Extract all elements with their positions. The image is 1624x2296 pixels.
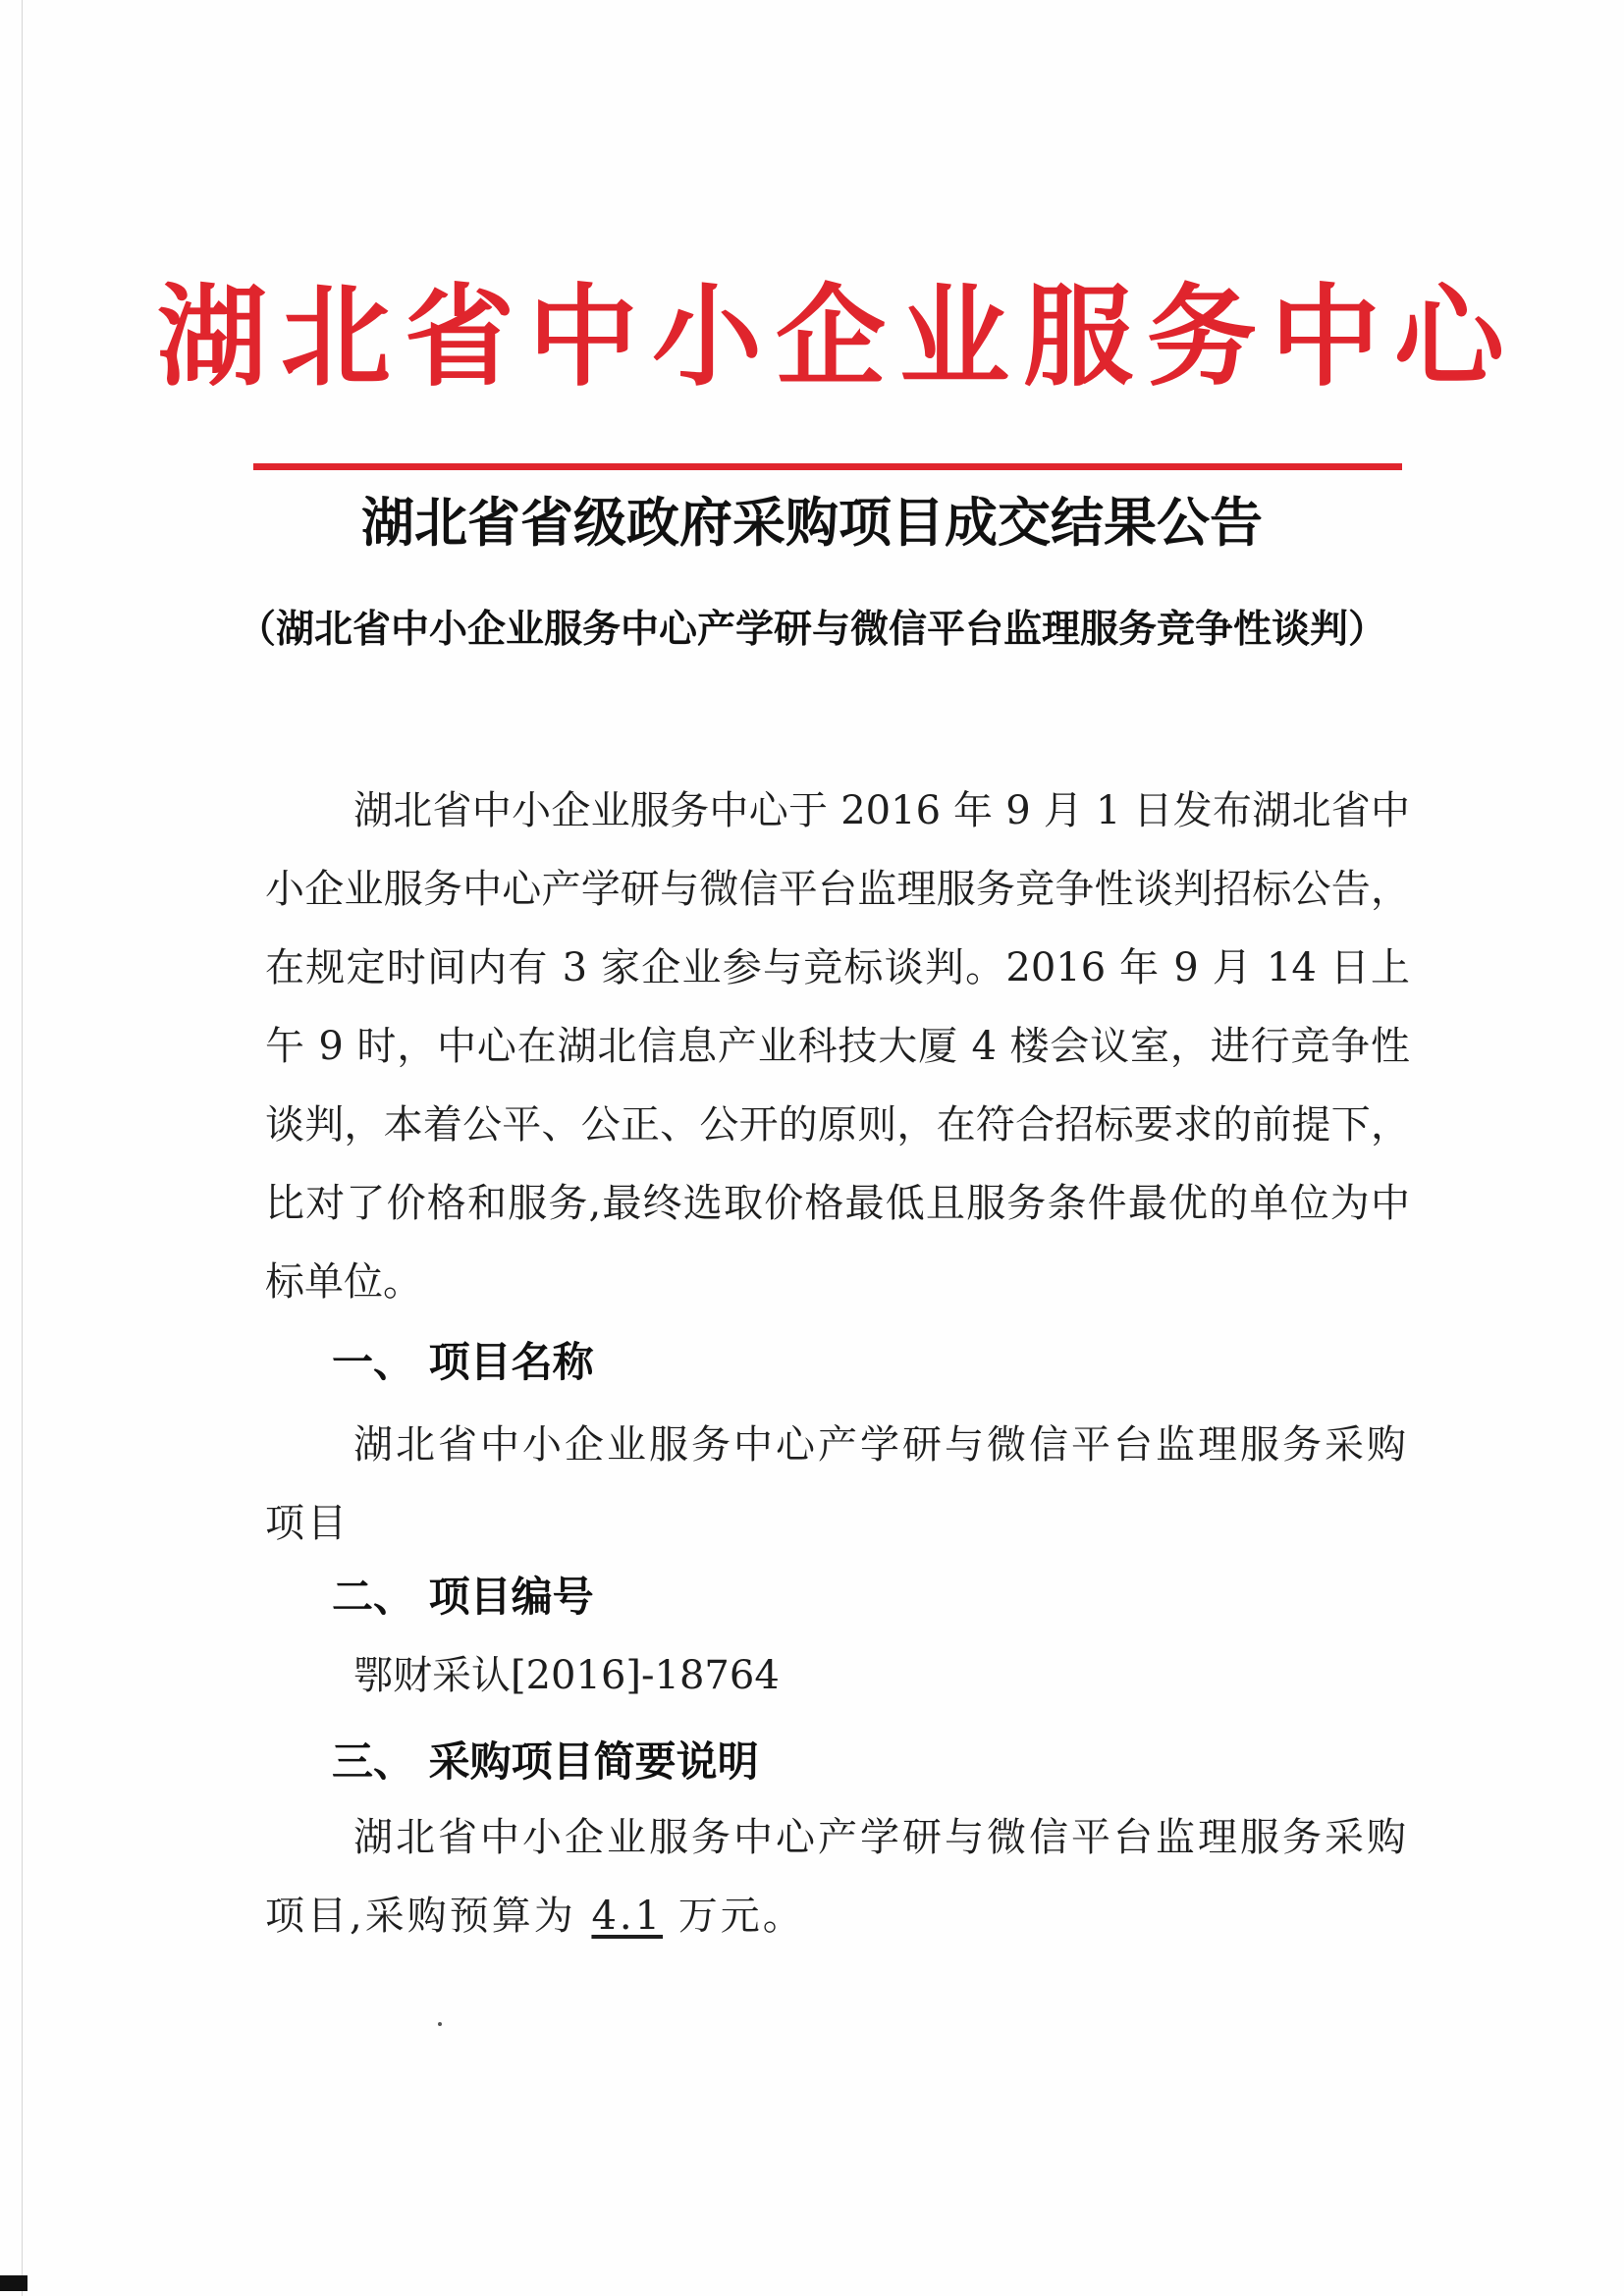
summary-text-before: 湖北省中小企业服务中心产学研与微信平台监理服务采购项目,采购预算为 xyxy=(265,1815,1409,1939)
scan-speck xyxy=(438,2022,442,2026)
section-heading-project-number: 二、 项目编号 xyxy=(332,1573,594,1621)
section-heading-project-summary: 三、 采购项目简要说明 xyxy=(332,1737,759,1786)
project-name-text: 湖北省中小企业服务中心产学研与微信平台监理服务采购项目 xyxy=(265,1422,1409,1546)
letterhead-red-rule xyxy=(253,463,1402,470)
letterhead-organization: 湖北省中小企业服务中心 xyxy=(157,273,1518,401)
project-number-text: 鄂财采认[2016]-18764 xyxy=(353,1653,780,1698)
scan-edge xyxy=(22,0,23,2296)
project-summary-text xyxy=(265,1798,1410,1955)
intro-paragraph: 湖北省中小企业服务中心于 2016 年 9 月 1 日发布湖北省中小企业服务中心产学研与微信平台监理服务竞争性谈判招标公告，在规定时间内有 3 家企业参与竞标谈判。2016 年 9 月 14 日上午 9 时，中心在湖北信息产业科技大厦 4 楼会议室，进行竞争性谈判，本着公平、公正、公开的原则，在符合招标要求的前提下，比对了价格和服务,最终选取价格最低且服务条件最优的单位为中标单位。 xyxy=(265,788,1410,1305)
summary-text-after: 万元。 xyxy=(663,1894,805,1939)
document-title: 湖北省省级政府采购项目成交结果公告 xyxy=(361,491,1263,554)
document-subtitle: （湖北省中小企业服务中心产学研与微信平台监理服务竞争性谈判） xyxy=(237,607,1386,652)
scan-corner-mark xyxy=(0,2275,27,2291)
section-heading-project-name: 一、 项目名称 xyxy=(332,1338,594,1386)
budget-value: 4.1 xyxy=(591,1894,664,1939)
